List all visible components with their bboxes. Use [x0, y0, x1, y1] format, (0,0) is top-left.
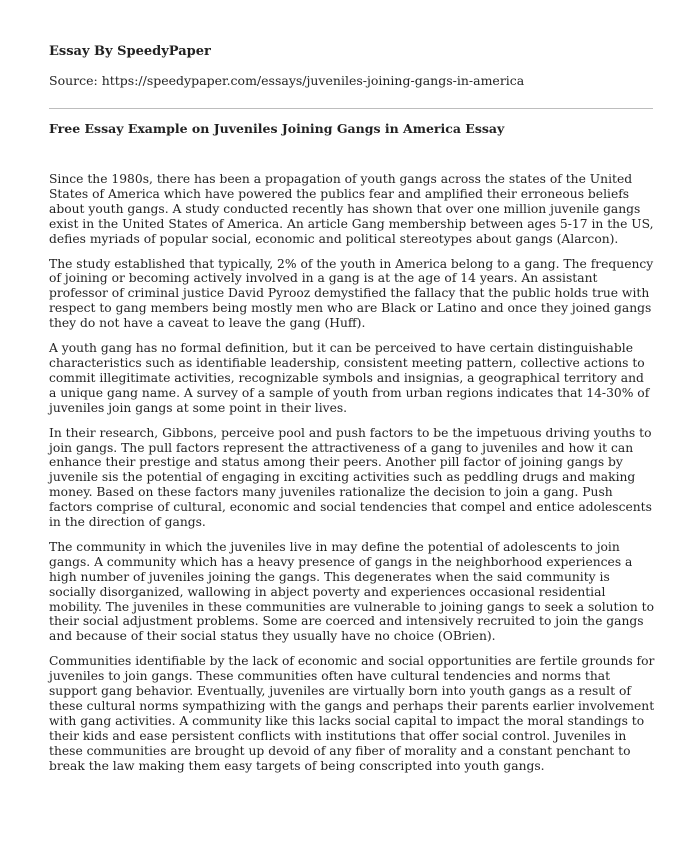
essay-title: Free Essay Example on Juveniles Joining Gangs in America Essay [49, 121, 505, 136]
paragraph: In their research, Gibbons, perceive pool and push factors to be the impetuous driving youths to join gangs. The pull factors represent the attractiveness of a gang to juveniles and how it can enhance their prestige and status among their peers. Another pill factor of joining gangs by juvenile sis the potential of engaging in exciting activities such as peddling drugs and making money. Based on these factors many juveniles rationalize the decision to join a gang. Push factors comprise of cultural, economic and social tendencies that compel and entice adolescents in the direction of gangs. [49, 425, 652, 530]
paragraph: Communities identifiable by the lack of economic and social opportunities are fertile grounds for juveniles to join gangs. These communities often have cultural tendencies and norms that support gang behavior. Eventually, juveniles are virtually born into youth gangs as a result of these cultural norms sympathizing with the gangs and perhaps their parents earlier involvement with gang activities. A community like this lacks social capital to impact the moral standings to their kids and ease persistent conflicts with institutions that offer social control. Juveniles in these communities are brought up devoid of any fiber of morality and a constant penchant to break the law making them easy targets of being conscripted into youth gangs. [49, 654, 655, 773]
source-line: Source: https://speedypaper.com/essays/juveniles-joining-gangs-in-america [49, 73, 525, 88]
paragraph: Since the 1980s, there has been a propagation of youth gangs across the states of the United States of America which have powered the publics fear and amplified their erroneous beliefs about youth gangs. A study conducted recently has shown that over one million juvenile gangs exist in the United States of America. An article Gang membership between ages 5-17 in the US, defies myriads of popular social, economic and political stereotypes about gangs (Alarcon). [49, 172, 654, 246]
header-divider [49, 108, 653, 109]
brand-title: Essay By SpeedyPaper [49, 44, 211, 59]
paragraph: The community in which the juveniles live in may define the potential of adolescents to join gangs. A community which has a heavy presence of gangs in the neighborhood experiences a high number of juveniles joining the gangs. This degenerates when the said community is socially disorganized, wallowing in abject poverty and experiences occasional residential mobility. The juveniles in these communities are vulnerable to joining gangs to seek a solution to their social adjustment problems. Some are coerced and intensively recruited to join the gangs and because of their social status they usually have no choice (OBrien). [49, 539, 655, 644]
paragraph: The study established that typically, 2% of the youth in America belong to a gang. The frequency of joining or becoming actively involved in a gang is at the age of 14 years. An assistant professor of criminal justice David Pyrooz demystified the fallacy that the public holds true with respect to gang members being mostly men who are Black or Latino and once they joined gangs they do not have a caveat to leave the gang (Huff). [49, 256, 654, 331]
paragraph: A youth gang has no formal definition, but it can be perceived to have certain distinguishable characteristics such as identifiable leadership, consistent meeting pattern, collective actions to commit illegitimate activities, recognizable symbols and insignias, a geographical territory and a unique gang name. A survey of a sample of youth from urban regions indicates that 14-30% of juveniles join gangs at some point in their lives. [49, 341, 650, 415]
essay-body [49, 172, 655, 784]
